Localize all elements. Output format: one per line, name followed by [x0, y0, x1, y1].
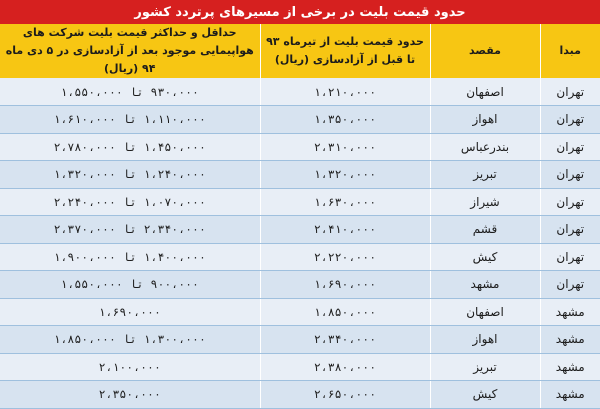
cell-price-before: ۲،۶۵۰،۰۰۰ — [260, 381, 430, 409]
cell-destination: بندرعباس — [430, 133, 540, 161]
cell-destination: اهواز — [430, 106, 540, 134]
table-row — [0, 106, 600, 134]
cell-origin: تهران — [540, 216, 600, 244]
table-row — [0, 298, 600, 326]
cell-price-after: ۲،۳۴۰،۰۰۰ تا ۲،۳۷۰،۰۰۰ — [0, 216, 260, 244]
cell-destination: اهواز — [430, 326, 540, 354]
cell-origin: مشهد — [540, 353, 600, 381]
cell-price-before: ۲،۳۴۰،۰۰۰ — [260, 326, 430, 354]
cell-origin: تهران — [540, 271, 600, 299]
cell-origin: تهران — [540, 161, 600, 189]
cell-price-before: ۱،۸۵۰،۰۰۰ — [260, 298, 430, 326]
cell-price-before: ۱،۳۵۰،۰۰۰ — [260, 106, 430, 134]
cell-origin: تهران — [540, 188, 600, 216]
cell-destination: کیش — [430, 381, 540, 409]
table-row — [0, 353, 600, 381]
header-row — [0, 24, 600, 78]
table-row — [0, 243, 600, 271]
table-row — [0, 133, 600, 161]
table-row — [0, 161, 600, 189]
table-row — [0, 188, 600, 216]
cell-destination: قشم — [430, 216, 540, 244]
cell-price-after: ۱،۲۴۰،۰۰۰ تا ۱،۳۲۰،۰۰۰ — [0, 161, 260, 189]
cell-price-before: ۱،۶۹۰،۰۰۰ — [260, 271, 430, 299]
table-row — [0, 271, 600, 299]
cell-price-before: ۲،۴۱۰،۰۰۰ — [260, 216, 430, 244]
cell-price-before: ۱،۲۱۰،۰۰۰ — [260, 78, 430, 106]
cell-price-before: ۲،۳۱۰،۰۰۰ — [260, 133, 430, 161]
cell-destination: کیش — [430, 243, 540, 271]
cell-origin: تهران — [540, 243, 600, 271]
cell-price-after: ۱،۱۱۰،۰۰۰ تا ۱،۶۱۰،۰۰۰ — [0, 106, 260, 134]
cell-destination: شیراز — [430, 188, 540, 216]
cell-destination: تبریز — [430, 353, 540, 381]
cell-origin: مشهد — [540, 326, 600, 354]
cell-price-after: ۱،۳۰۰،۰۰۰ تا ۱،۸۵۰،۰۰۰ — [0, 326, 260, 354]
cell-destination: اصفهان — [430, 78, 540, 106]
table-row — [0, 381, 600, 409]
cell-price-after: ۱،۶۹۰،۰۰۰ — [0, 298, 260, 326]
cell-origin: مشهد — [540, 381, 600, 409]
cell-price-after: ۲،۱۰۰،۰۰۰ — [0, 353, 260, 381]
table-header — [0, 24, 600, 78]
cell-price-before: ۲،۲۲۰،۰۰۰ — [260, 243, 430, 271]
cell-origin: تهران — [540, 133, 600, 161]
table-row — [0, 326, 600, 354]
cell-price-after: ۱،۴۰۰،۰۰۰ تا ۱،۹۰۰،۰۰۰ — [0, 243, 260, 271]
cell-price-before: ۱،۶۳۰،۰۰۰ — [260, 188, 430, 216]
cell-price-before: ۲،۳۸۰،۰۰۰ — [260, 353, 430, 381]
table-body — [0, 78, 600, 408]
cell-destination: تبریز — [430, 161, 540, 189]
header-destination: مقصد — [430, 24, 540, 78]
header-price-after: حداقل و حداکثر قیمت بلیت شرکت های هواپیمایی موجود بعد از آزادسازی در ۵ دی ماه ۹۴ (ریال) — [0, 24, 260, 78]
table-row — [0, 216, 600, 244]
cell-origin: تهران — [540, 78, 600, 106]
table-row — [0, 78, 600, 106]
cell-price-after: ۱،۴۵۰،۰۰۰ تا ۲،۷۸۰،۰۰۰ — [0, 133, 260, 161]
header-price-before: حدود قیمت بلیت از تیرماه ۹۳ تا قبل از آزادسازی (ریال) — [260, 24, 430, 78]
cell-price-after: ۲،۳۵۰،۰۰۰ — [0, 381, 260, 409]
cell-price-after: ۱،۰۷۰،۰۰۰ تا ۲،۲۴۰،۰۰۰ — [0, 188, 260, 216]
cell-origin: تهران — [540, 106, 600, 134]
cell-destination: اصفهان — [430, 298, 540, 326]
cell-destination: مشهد — [430, 271, 540, 299]
cell-price-before: ۱،۳۲۰،۰۰۰ — [260, 161, 430, 189]
ticket-price-table — [0, 24, 600, 409]
table-title: حدود قیمت بلیت در برخی از مسیرهای پرتردد کشور — [0, 0, 600, 24]
header-origin: مبدا — [540, 24, 600, 78]
cell-origin: مشهد — [540, 298, 600, 326]
cell-price-after: ۹۳۰،۰۰۰ تا ۱،۵۵۰،۰۰۰ — [0, 78, 260, 106]
cell-price-after: ۹۰۰،۰۰۰ تا ۱،۵۵۰،۰۰۰ — [0, 271, 260, 299]
